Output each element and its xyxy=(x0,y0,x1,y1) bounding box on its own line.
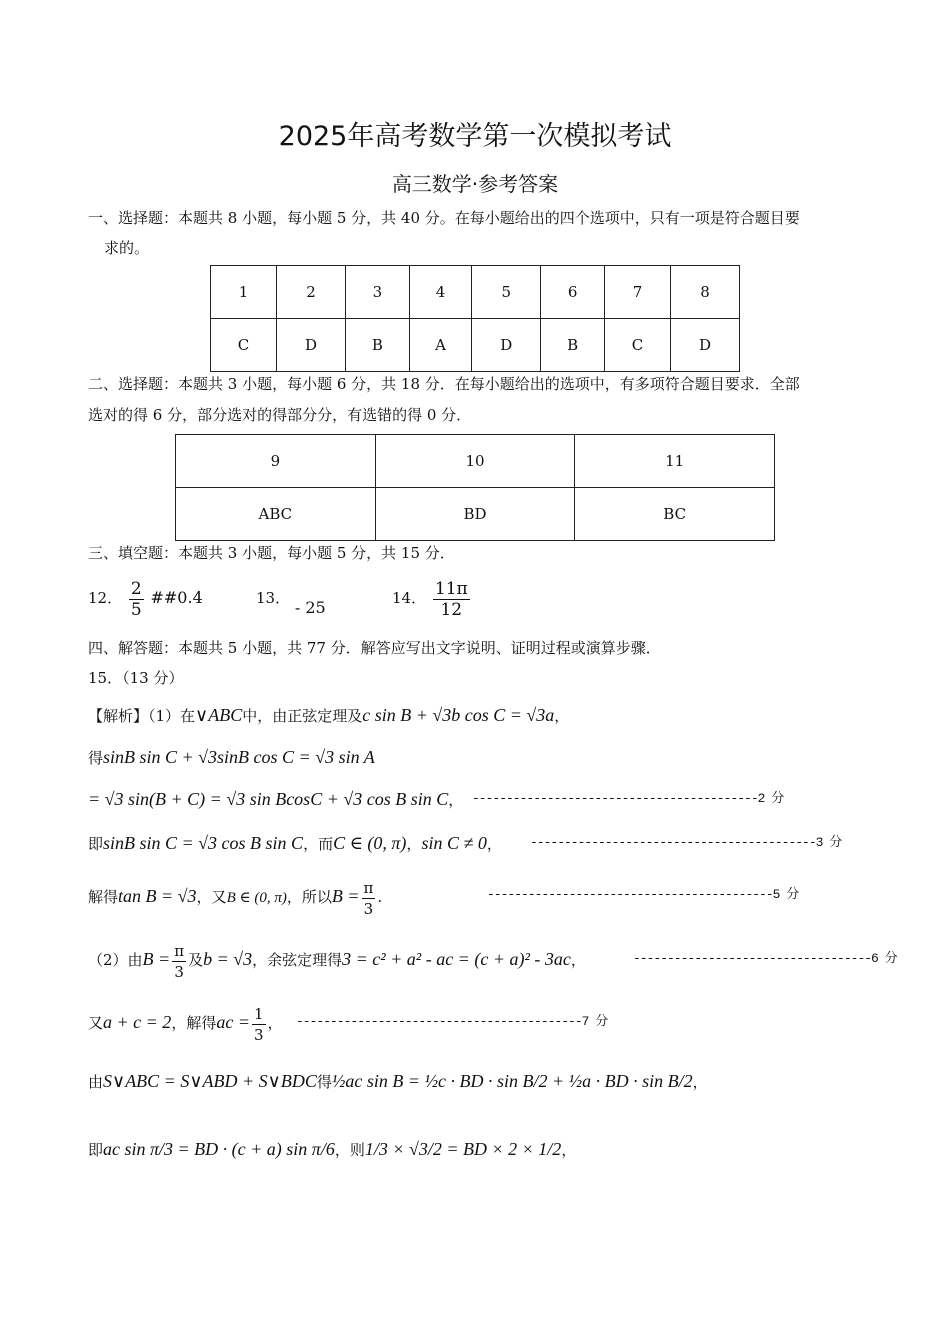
section2-instruction-cont: 选对的得 6 分，部分选对的得部分分，有选错的得 0 分． xyxy=(88,406,472,424)
solution-text: 及 xyxy=(188,951,204,969)
math-expression: ac sin π/3 = BD · (c + a) sin π/6 xyxy=(103,1139,335,1159)
score-marker-6: -----------------------------------6 分 xyxy=(633,951,897,966)
solution-text: 即 xyxy=(88,1141,104,1159)
fraction xyxy=(362,878,376,919)
math-expression: B = xyxy=(142,949,171,969)
math-expression: sinB sin C + √3sinB cos C = √3 sin A xyxy=(103,747,375,767)
table-cell: BC xyxy=(575,488,775,541)
fraction xyxy=(252,1004,266,1045)
solution-text: （2）由 xyxy=(88,951,143,969)
solution-text: 解得 xyxy=(88,888,119,906)
solution-text: 又 xyxy=(88,1014,104,1032)
table-cell: D xyxy=(472,319,541,372)
table-cell: B xyxy=(346,319,410,372)
table-cell: C xyxy=(211,319,277,372)
solution-text: ，而 xyxy=(303,835,334,853)
fraction-denominator: 3 xyxy=(253,1025,264,1044)
table-row xyxy=(211,266,740,319)
page-title: 2025年高考数学第一次模拟考试 xyxy=(278,121,672,152)
table-cell: 1 xyxy=(211,266,277,319)
solution-text: ， xyxy=(406,835,422,853)
solution-line-6 xyxy=(88,935,586,984)
math-expression: sin C ≠ 0 xyxy=(421,833,487,853)
solution-text: . xyxy=(377,888,383,906)
math-expression: ½ac sin B = ½c · BD · sin B/2 + ½a · BD · sin B/2 xyxy=(331,1071,693,1091)
score-marker-2: ------------------------------------------2 分 xyxy=(472,791,784,806)
table-cell: ABC xyxy=(176,488,376,541)
section4-instruction: 四、解答题：本题共 5 小题，共 77 分．解答应写出文字说明、证明过程或演算步骤． xyxy=(88,639,661,657)
math-expression: 1/3 × √3/2 = BD × 2 × 1/2 xyxy=(364,1139,562,1159)
solution-text: ， xyxy=(267,1014,283,1032)
table-cell: A xyxy=(409,319,472,372)
question-15-header: 15．（13 分） xyxy=(88,669,184,687)
table-cell: B xyxy=(541,319,605,372)
math-expression: ac = xyxy=(216,1012,250,1032)
math-expression: B ∈ (0, π) xyxy=(226,890,287,906)
fraction-numerator: 1 xyxy=(253,1004,264,1023)
solution-text: 得 xyxy=(316,1073,332,1091)
fraction-numerator: 2 xyxy=(130,578,142,599)
solution-text: ， xyxy=(561,1141,577,1159)
solution-text: 由 xyxy=(88,1073,104,1091)
answer-13-value: - 25 xyxy=(294,598,326,617)
solution-line-4 xyxy=(88,828,502,859)
solution-line-2 xyxy=(88,742,375,773)
solution-line-8 xyxy=(88,1066,708,1097)
score-marker-3: ------------------------------------------3 分 xyxy=(530,835,842,850)
solution-text: ，余弦定理得 xyxy=(252,951,343,969)
fraction-denominator: 5 xyxy=(130,599,142,620)
fraction-denominator: 3 xyxy=(174,962,184,981)
math-expression: C ∈ (0, π) xyxy=(333,833,407,853)
table-cell: D xyxy=(277,319,346,372)
table-row xyxy=(211,319,740,372)
math-expression: B = xyxy=(331,886,360,906)
answer-12 xyxy=(88,572,203,624)
solution-text: ， xyxy=(448,791,464,809)
math-expression: tan B = √3 xyxy=(118,886,197,906)
math-expression: a + c = 2 xyxy=(103,1012,172,1032)
math-expression: ∨ABC xyxy=(195,705,243,725)
table-cell: 9 xyxy=(176,435,376,488)
solution-text: ， xyxy=(692,1073,708,1091)
section2-answer-table xyxy=(175,434,775,541)
table-cell: 4 xyxy=(409,266,472,319)
table-cell: 6 xyxy=(541,266,605,319)
solution-line-5 xyxy=(88,872,382,922)
solution-line-1 xyxy=(88,700,569,731)
table-cell: BD xyxy=(375,488,575,541)
table-row xyxy=(176,435,775,488)
math-expression: 3 = c² + a² - ac = (c + a)² - 3ac xyxy=(342,949,571,969)
math-expression: c sin B + √3b cos C = √3a xyxy=(362,705,555,725)
table-cell: 5 xyxy=(472,266,541,319)
table-cell: C xyxy=(604,319,670,372)
solution-text: 即 xyxy=(88,835,104,853)
table-cell: 11 xyxy=(575,435,775,488)
solution-text: ，所以 xyxy=(286,888,332,906)
solution-line-9 xyxy=(88,1134,576,1165)
section1-instruction-cont: 求的。 xyxy=(104,239,150,257)
score-marker-5: ------------------------------------------5 分 xyxy=(487,887,799,902)
table-cell: 8 xyxy=(671,266,740,319)
fraction-numerator: π xyxy=(174,941,185,960)
solution-text: ，解得 xyxy=(171,1014,217,1032)
math-expression: b = √3 xyxy=(203,949,253,969)
score-marker-7: ------------------------------------------7 分 xyxy=(296,1014,608,1029)
math-expression: = √3 sin(B + C) = √3 sin BcosC + √3 cos B sin C xyxy=(88,789,449,809)
answer-14-label: 14． xyxy=(392,589,427,607)
section1-instruction: 一、选择题：本题共 8 小题，每小题 5 分，共 40 分。在每小题给出的四个选项中，只有一项是符合题目要 xyxy=(88,209,800,227)
solution-text: 中，由正弦定理及 xyxy=(242,707,363,725)
fraction-numerator: 11π xyxy=(434,578,468,599)
answer-12-extra: ##0.4 xyxy=(150,588,203,607)
table-cell: 7 xyxy=(604,266,670,319)
answer-12-fraction xyxy=(129,579,144,620)
fraction-numerator: π xyxy=(363,878,374,897)
section1-answer-table xyxy=(210,265,740,372)
answer-14-fraction xyxy=(433,579,470,620)
fraction-denominator: 12 xyxy=(440,599,463,620)
table-cell: 10 xyxy=(375,435,575,488)
solution-text: ， xyxy=(554,707,570,725)
solution-text: ，则 xyxy=(334,1141,365,1159)
fraction-denominator: 3 xyxy=(363,899,374,918)
table-cell: 2 xyxy=(277,266,346,319)
answer-14 xyxy=(392,572,472,624)
solution-text: ， xyxy=(486,835,502,853)
fraction xyxy=(172,941,186,982)
solution-text: ，又 xyxy=(196,888,227,906)
section2-instruction: 二、选择题：本题共 3 小题，每小题 6 分，共 18 分．在每小题给出的选项中，有多项符合题目要求．全部 xyxy=(88,375,800,393)
solution-line-7 xyxy=(88,998,283,1047)
math-expression: S∨ABC = S∨ABD + S∨BDC xyxy=(103,1071,317,1091)
math-expression: sinB sin C = √3 cos B sin C xyxy=(103,833,304,853)
page-subtitle: 高三数学·参考答案 xyxy=(391,172,559,196)
answer-13 xyxy=(256,572,326,624)
answer-13-label: 13． xyxy=(256,589,291,607)
section3-instruction: 三、填空题：本题共 3 小题，每小题 5 分，共 15 分． xyxy=(88,544,455,562)
answer-12-label: 12． xyxy=(88,589,123,607)
table-cell: D xyxy=(671,319,740,372)
solution-line-3 xyxy=(88,784,463,815)
table-row xyxy=(176,488,775,541)
solution-text: ， xyxy=(570,951,586,969)
solution-text: 得 xyxy=(88,749,104,767)
solution-text: 【解析】（1）在 xyxy=(88,707,196,725)
table-cell: 3 xyxy=(346,266,410,319)
